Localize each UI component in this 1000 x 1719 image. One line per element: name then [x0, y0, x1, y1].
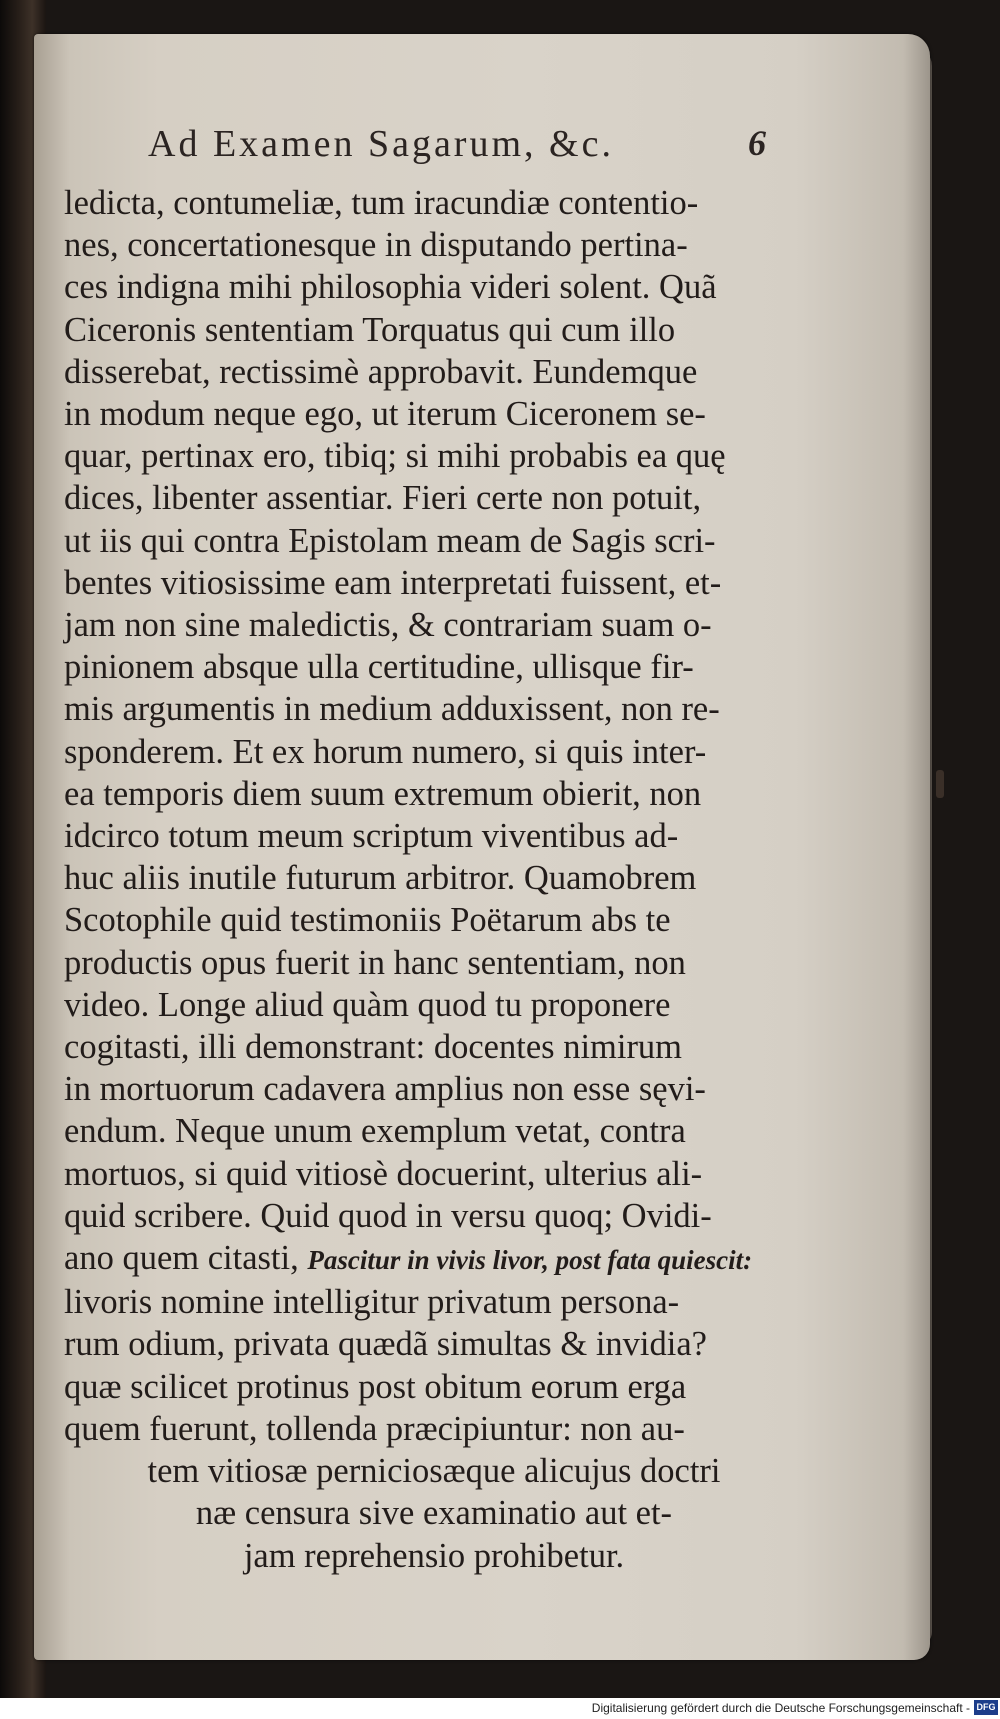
text-line: idcirco totum meum scriptum viventibus ad-	[64, 817, 679, 856]
text-line-prefix: ano quem citasti,	[64, 1239, 299, 1278]
text-line: huc aliis inutile futurum arbitror. Quamobrem	[64, 859, 697, 898]
book-page	[34, 34, 930, 1660]
text-line: Ciceronis sententiam Torquatus qui cum illo	[64, 310, 676, 349]
text-line: in modum neque ego, ut iterum Ciceronem se-	[64, 395, 706, 434]
text-line: ut iis qui contra Epistolam meam de Sagis scri-	[64, 521, 716, 560]
page-mark	[936, 770, 944, 798]
closing-line: jam reprehensio prohibetur.	[243, 1536, 625, 1575]
text-line: jam non sine maledictis, & contrariam suam o-	[64, 606, 712, 645]
text-line: quid scribere. Quid quod in versu quoq; Ovidi-	[64, 1196, 712, 1235]
text-line-with-quote	[64, 1237, 804, 1281]
running-head: Ad Examen Sagarum, &c.	[148, 123, 614, 165]
text-line: cogitasti, illi demonstrant: docentes nimirum	[64, 1028, 683, 1067]
text-line: dices, libenter assentiar. Fieri certe non potuit,	[64, 479, 702, 518]
text-line: productis opus fuerit in hanc sententiam, non	[64, 943, 686, 982]
text-line: rum odium, privata quædã simultas & invidia?	[64, 1325, 707, 1364]
text-line: disserebat, rectissimè approbavit. Eundemque	[64, 352, 698, 391]
text-line: pinionem absque ulla certitudine, ullisque fir-	[64, 648, 694, 687]
text-line: mortuos, si quid vitiosè docuerint, ulterius ali-	[64, 1154, 703, 1193]
text-line: mis argumentis in medium adduxissent, non re-	[64, 690, 720, 729]
text-line: quæ scilicet protinus post obitum eorum erga	[64, 1367, 687, 1406]
text-line: video. Longe aliud quàm quod tu proponere	[64, 985, 671, 1024]
text-line: ledicta, contumeliæ, tum iracundiæ contentio-	[64, 184, 699, 222]
text-line: endum. Neque unum exemplum vetat, contra	[64, 1112, 686, 1151]
text-line: ea temporis diem suum extremum obierit, non	[64, 774, 702, 813]
text-line: in mortuorum cadavera amplius non esse sęvi-	[64, 1070, 706, 1109]
body-text	[64, 182, 804, 1577]
closing-line: tem vitiosæ perniciosæque alicujus doctri	[147, 1452, 721, 1491]
footer-bar	[0, 1698, 1000, 1719]
text-line: quem fuerunt, tollenda præcipiuntur: non au-	[64, 1409, 685, 1448]
text-line: bentes vitiosissime eam interpretati fuissent, et-	[64, 563, 722, 602]
dfg-logo: DFG	[974, 1700, 998, 1715]
italic-quotation: Pascitur in vivis livor, post fata quiescit:	[307, 1245, 753, 1276]
funding-credit: Digitalisierung gefördert durch die Deutsche Forschungsgemeinschaft -	[591, 1701, 970, 1715]
text-line: sponderem. Et ex horum numero, si quis inter-	[64, 732, 707, 771]
closing-line: næ censura sive examinatio aut et-	[195, 1494, 673, 1533]
text-line: Scotophile quid testimoniis Poëtarum abs te	[64, 901, 671, 940]
page-number: 6	[748, 123, 766, 163]
text-line: livoris nomine intelligitur privatum persona-	[64, 1283, 680, 1322]
text-line: ces indigna mihi philosophia videri solent. Quã	[64, 268, 717, 307]
text-line: quar, pertinax ero, tibiq; si mihi probabis ea quę	[64, 437, 726, 476]
text-line: nes, concertationesque in disputando pertina-	[64, 226, 688, 265]
